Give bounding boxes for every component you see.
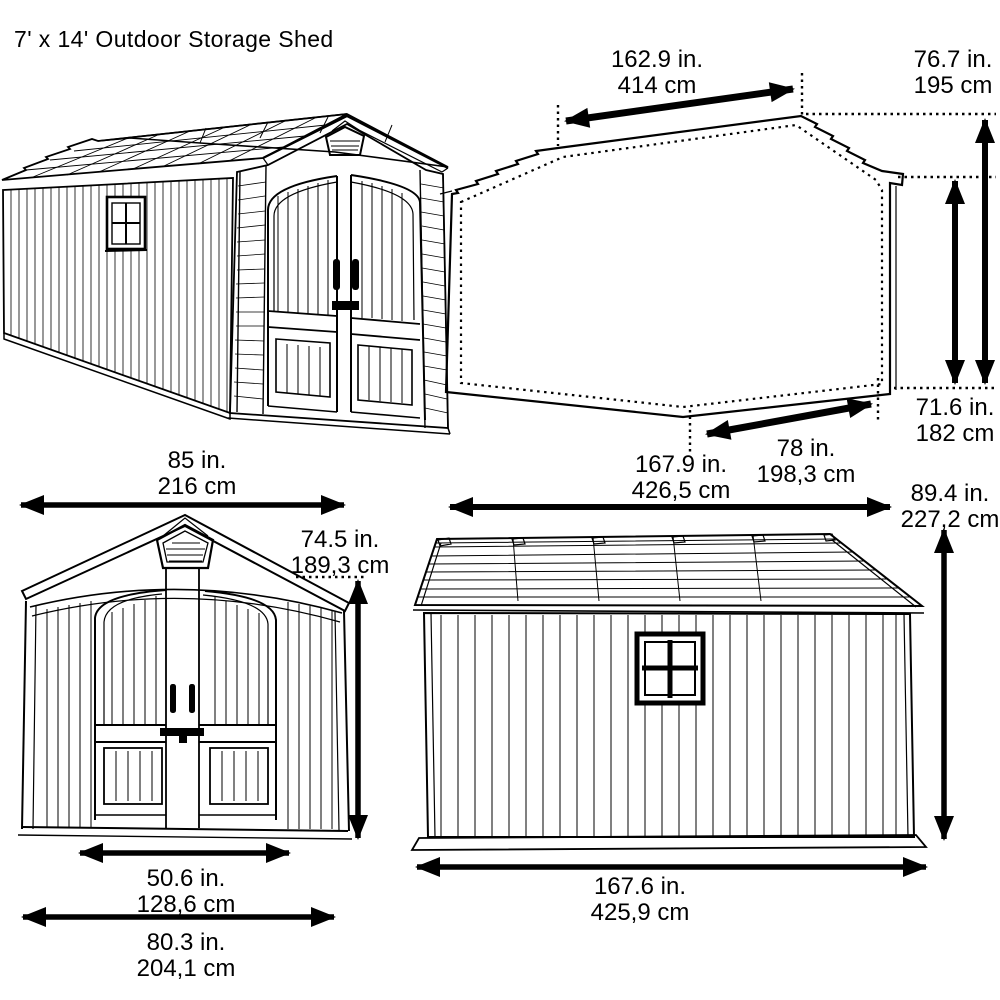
side-view-drawing (412, 530, 944, 867)
door-handle-right (352, 259, 359, 290)
dim-end-width-cm: 198,3 cm (756, 461, 856, 488)
dim-roof-length-cm: 414 cm (617, 72, 697, 99)
gable-vent-slats (330, 141, 360, 150)
front-door-latch-hasp (179, 734, 187, 743)
dim-eave-height-cm: 182 cm (915, 420, 995, 447)
dim-eave-height (916, 395, 995, 447)
dim-total-length (632, 452, 731, 504)
door-bottom-rails (268, 406, 420, 418)
dim-peak-height-cm: 227,2 cm (900, 506, 1000, 533)
dim-side-wall-length (591, 874, 690, 926)
dim-front-roof-width (158, 448, 237, 500)
door-upper-slats (278, 180, 402, 321)
dim-front-eave-height-in: 74.5 in. (300, 526, 380, 553)
dim-base-width-in: 80.3 in. (146, 929, 226, 956)
gable-trim-outer (263, 116, 448, 168)
arrow-end-width (707, 404, 871, 434)
dim-front-eave-height-cm: 189,3 cm (290, 552, 390, 579)
front-corner-boards (33, 605, 339, 830)
dim-door-width-cm: 128,6 cm (136, 891, 236, 918)
dim-total-height-in: 76.7 in. (913, 46, 993, 73)
top-view-drawing (440, 73, 996, 507)
dim-eave-height-in: 71.6 in. (915, 394, 995, 421)
front-door-outline (95, 590, 276, 820)
front-corner-trim-left (237, 166, 266, 414)
dim-peak-height (901, 481, 1000, 533)
dim-total-length-in: 167.9 in. (634, 451, 728, 478)
dim-roof-length-in: 162.9 in. (610, 46, 704, 73)
front-ground-line (18, 835, 352, 839)
dim-side-wall-length-in: 167.6 in. (593, 873, 687, 900)
front-door-inner-frames (104, 594, 268, 725)
front-wall-edges (22, 601, 349, 831)
dim-end-width (757, 436, 856, 488)
dim-front-roof-width-cm: 216 cm (157, 473, 237, 500)
front-wall-siding (47, 601, 332, 829)
dim-base-width (137, 930, 236, 982)
dim-total-length-cm: 426,5 cm (631, 477, 731, 504)
front-door-lower-panel-right (210, 748, 268, 804)
plan-fascia-lines (440, 186, 896, 390)
dim-peak-height-in: 89.4 in. (910, 480, 990, 507)
dim-door-width-in: 50.6 in. (146, 865, 226, 892)
dim-front-eave-height (291, 527, 390, 579)
plan-inner-dotted-outline (461, 125, 882, 407)
front-door-lower-slats (116, 751, 258, 801)
door-lower-panels (276, 339, 412, 405)
dim-total-height-cm: 195 cm (913, 72, 993, 99)
front-door-upper-slats (112, 596, 259, 725)
side-roof-shingle-rows (418, 539, 911, 597)
page-title: 7' x 14' Outdoor Storage Shed (14, 26, 334, 52)
dim-front-roof-width-in: 85 in. (167, 447, 227, 474)
perspective-view-drawing (2, 114, 450, 434)
front-door-handle-left (170, 684, 176, 713)
front-vent-slats (166, 543, 205, 561)
dim-total-height (914, 47, 993, 99)
dim-side-wall-length-cm: 425,9 cm (590, 899, 690, 926)
door-latch (332, 301, 359, 310)
doors-outline (268, 175, 425, 420)
plan-outline (446, 116, 903, 417)
front-arch-trim-outer (30, 589, 342, 613)
dim-end-width-in: 78 in. (776, 435, 836, 462)
doors-inner-arch (274, 182, 414, 320)
dim-roof-length (611, 47, 703, 99)
dim-door-width (137, 866, 236, 918)
door-handle-left (333, 259, 340, 290)
front-door-handle-right (189, 684, 195, 713)
dim-base-width-cm: 204,1 cm (136, 955, 236, 982)
front-door-lower-panel-left (104, 748, 162, 804)
roof-near-slope (2, 114, 347, 180)
door-mid-rails (268, 311, 420, 340)
